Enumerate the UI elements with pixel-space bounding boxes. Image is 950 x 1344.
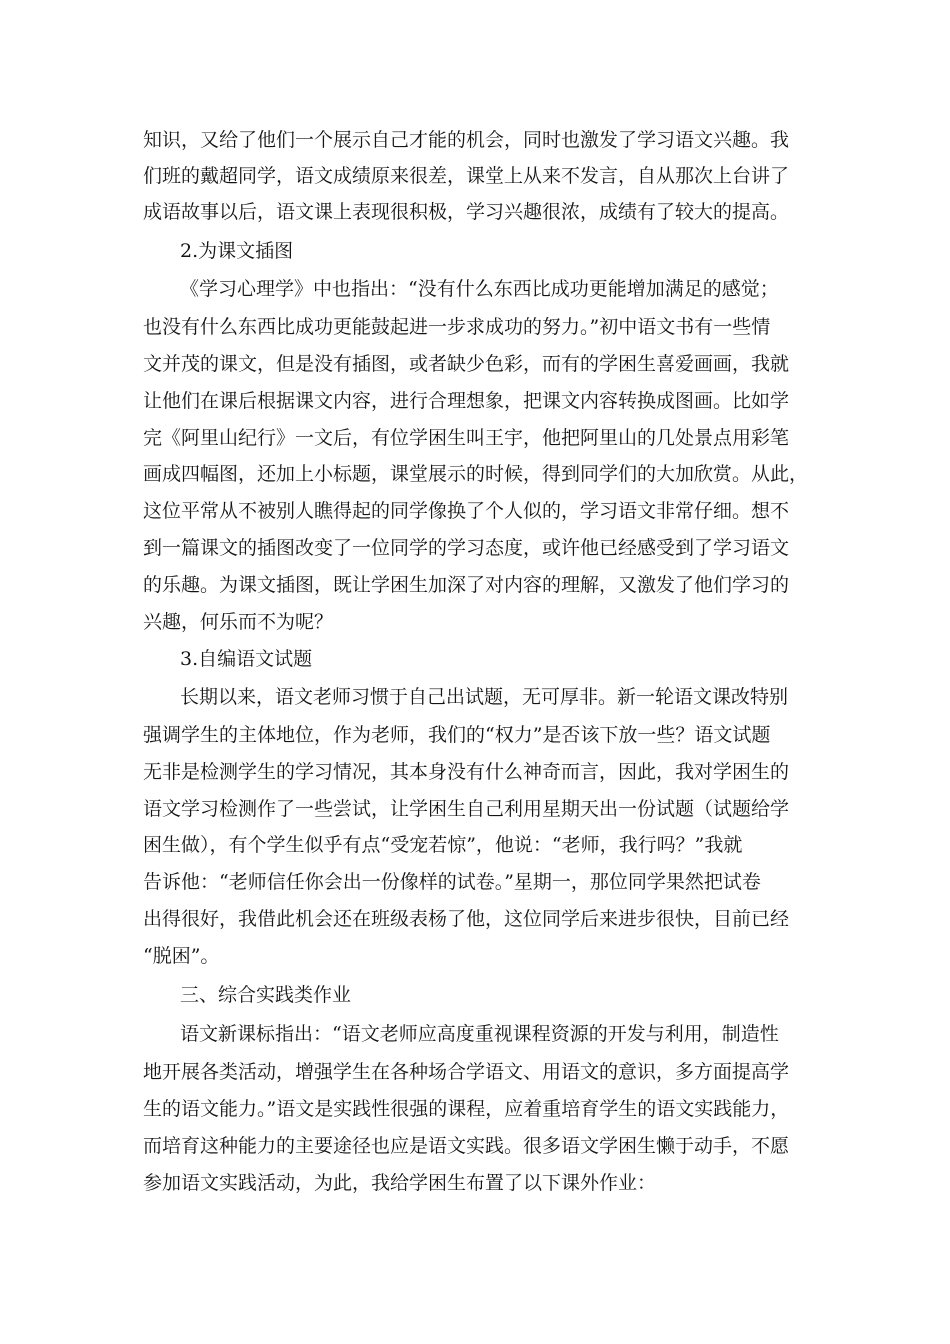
body-line: 地开展各类活动，增强学生在各种场合学语文、用语文的意识，多方面提高学 (143, 1061, 790, 1083)
body-line: 到一篇课文的插图改变了一位同学的学习态度，或许他已经感受到了学习语文 (143, 537, 790, 559)
body-line: 成语故事以后，语文课上表现很积极，学习兴趣很浓，成绩有了较大的提高。 (143, 201, 790, 223)
body-line: 画成四幅图，还加上小标题，课堂展示的时候，得到同学们的大加欣赏。从此， (143, 463, 809, 485)
section-heading: 三、综合实践类作业 (180, 984, 352, 1006)
body-line: 困生做），有个学生似乎有点“受宠若惊”，他说：“老师，我行吗？”我就 (143, 834, 743, 856)
body-line: 《学习心理学》中也指出：“没有什么东西比成功更能增加满足的感觉； (180, 278, 779, 300)
body-line: 语文新课标指出：“语文老师应高度重视课程资源的开发与利用，制造性 (180, 1023, 779, 1045)
body-line: 强调学生的主体地位，作为老师，我们的“权力”是否该下放一些？语文试题 (143, 724, 771, 746)
body-line: 文并茂的课文，但是没有插图，或者缺少色彩，而有的学困生喜爱画画，我就 (143, 353, 790, 375)
body-line: 语文学习检测作了一些尝试，让学困生自己利用星期天出一份试题（试题给学 (143, 798, 790, 820)
body-line: 而培育这种能力的主要途径也应是语文实践。很多语文学困生懒于动手，不愿 (143, 1135, 790, 1157)
body-line: 出得很好，我借此机会还在班级表杨了他，这位同学后来进步很快，目前已经 (143, 908, 790, 930)
body-line: 的乐趣。为课文插图，既让学困生加深了对内容的理解，又激发了他们学习的 (143, 574, 790, 596)
body-line: 也没有什么东西比成功更能鼓起进一步求成功的努力。”初中语文书有一些情 (143, 316, 771, 338)
body-line: 们班的戴超同学，语文成绩原来很差，课堂上从来不发言，自从那次上台讲了 (143, 165, 790, 187)
body-line: 兴趣，何乐而不为呢？ (143, 611, 334, 633)
body-line: 完《阿里山纪行》一文后，有位学困生叫王宇，他把阿里山的几处景点用彩笔 (143, 427, 790, 449)
body-line: 这位平常从不被别人瞧得起的同学像换了个人似的，学习语文非常仔细。想不 (143, 500, 790, 522)
body-line: 让他们在课后根据课文内容，进行合理想象，把课文内容转换成图画。比如学 (143, 390, 790, 412)
body-line: 长期以来，语文老师习惯于自己出试题，无可厚非。新一轮语文课改特别 (180, 686, 789, 708)
section-heading: 2.为课文插图 (180, 240, 294, 262)
body-line: 无非是检测学生的学习情况，其本身没有什么神奇而言，因此，我对学困生的 (143, 761, 790, 783)
section-heading: 3.自编语文试题 (180, 648, 313, 670)
body-line: “脱困”。 (143, 945, 220, 967)
body-line: 知识，又给了他们一个展示自己才能的机会，同时也激发了学习语文兴趣。我 (143, 129, 790, 151)
body-line: 生的语文能力。”语文是实践性很强的课程，应着重培育学生的语文实践能力， (143, 1098, 790, 1120)
body-line: 告诉他：“老师信任你会出一份像样的试卷。”星期一，那位同学果然把试卷 (143, 871, 761, 893)
body-line: 参加语文实践活动，为此，我给学困生布置了以下课外作业： (143, 1172, 657, 1194)
